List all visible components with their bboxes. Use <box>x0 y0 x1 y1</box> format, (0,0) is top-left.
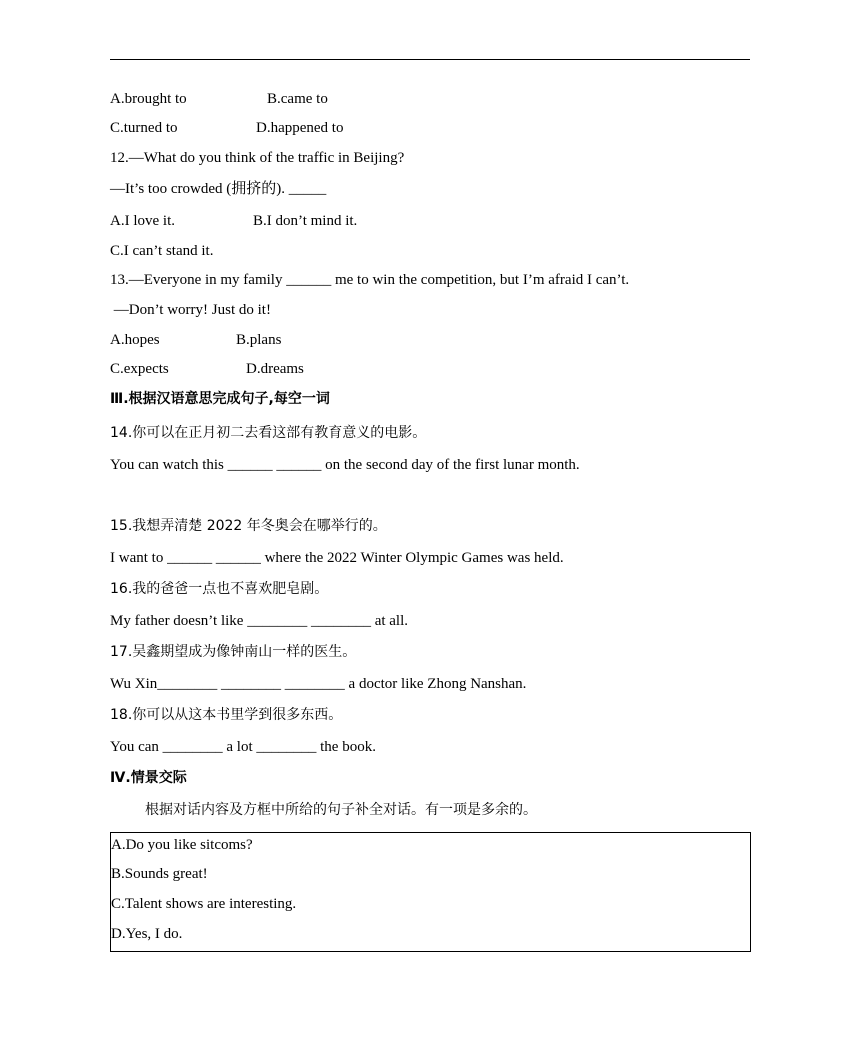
section-3-heading: Ⅲ.根据汉语意思完成句子,每空一词 <box>110 391 330 407</box>
box-item-a: A.Do you like sitcoms? <box>111 837 253 853</box>
q11-option-b: B.came to <box>267 91 328 107</box>
q12-option-a: A.I love it. <box>110 213 175 229</box>
q11-option-c: C.turned to <box>110 120 178 136</box>
q11-option-d: D.happened to <box>256 120 344 136</box>
option-box <box>110 832 751 952</box>
q13-option-b: B.plans <box>236 332 282 348</box>
q16-english: My father doesn’t like ________ ________ at all. <box>110 613 409 629</box>
q12-option-c: C.I can’t stand it. <box>110 243 214 259</box>
q14-english: You can watch this ______ ______ on the second day of the first lunar month. <box>110 457 580 473</box>
q13-option-c: C.expects <box>110 361 169 377</box>
box-item-b: B.Sounds great! <box>111 866 208 882</box>
box-item-c: C.Talent shows are interesting. <box>111 896 297 912</box>
box-item-d: D.Yes, I do. <box>111 926 183 942</box>
q12-question: 12.—What do you think of the traffic in Beijing? <box>110 150 405 166</box>
q18-english: You can ________ a lot ________ the book. <box>110 739 376 755</box>
q13-question: 13.—Everyone in my family ______ me to win the competition, but I’m afraid I can’t. <box>110 272 630 288</box>
q15-chinese: 15.我想弄清楚 2022 年冬奥会在哪举行的。 <box>110 518 387 534</box>
q12-option-b: B.I don’t mind it. <box>253 213 358 229</box>
q17-chinese: 17.吴鑫期望成为像钟南山一样的医生。 <box>110 644 357 660</box>
q13-option-a: A.hopes <box>110 332 160 348</box>
q11-option-a: A.brought to <box>110 91 187 107</box>
q18-chinese: 18.你可以从这本书里学到很多东西。 <box>110 707 343 723</box>
section-4-instruction: 根据对话内容及方框中所给的句子补全对话。有一项是多余的。 <box>145 802 537 818</box>
header-rule <box>110 59 750 60</box>
q12-response: —It’s too crowded (拥挤的). _____ <box>110 181 327 197</box>
q15-english: I want to ______ ______ where the 2022 Winter Olympic Games was held. <box>110 550 564 566</box>
q17-english: Wu Xin________ ________ ________ a doctor like Zhong Nanshan. <box>110 676 527 692</box>
q13-option-d: D.dreams <box>246 361 304 377</box>
q13-response: —Don’t worry! Just do it! <box>110 302 271 318</box>
q16-chinese: 16.我的爸爸一点也不喜欢肥皂剧。 <box>110 581 329 597</box>
section-4-heading: Ⅳ.情景交际 <box>110 770 187 786</box>
q14-chinese: 14.你可以在正月初二去看这部有教育意义的电影。 <box>110 425 427 441</box>
